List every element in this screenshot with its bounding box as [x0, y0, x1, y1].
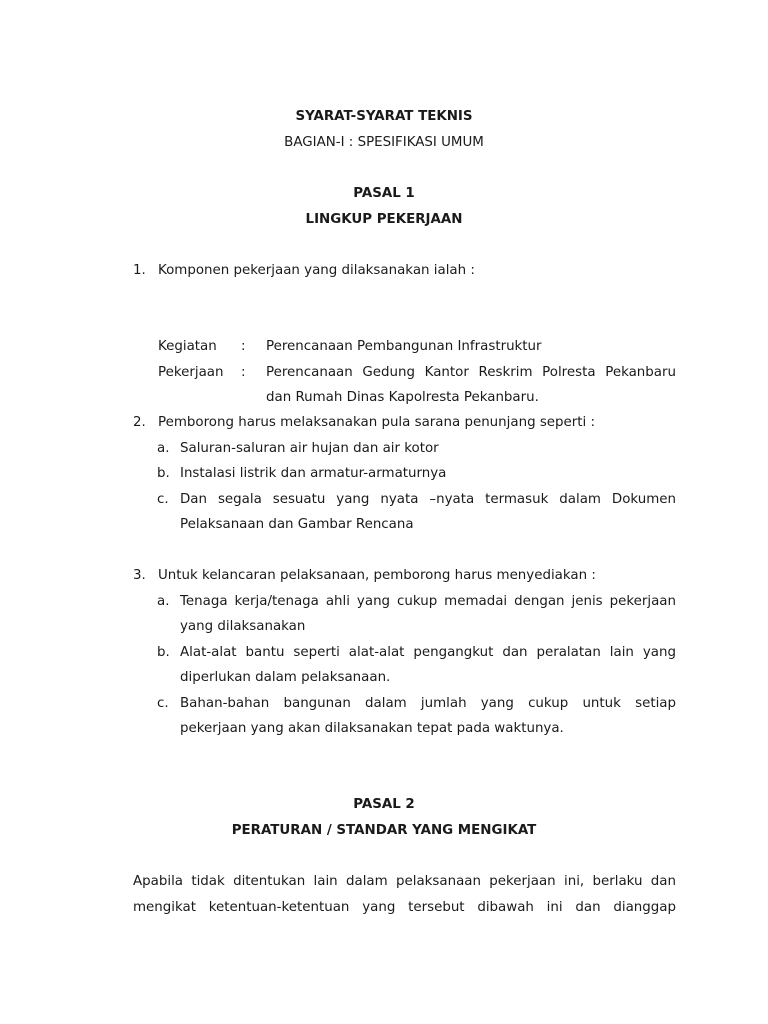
item3-a-line1: Tenaga kerja/tenaga ahli yang cukup memadai dengan jenis pekerjaan: [180, 594, 676, 609]
item3-b-line1: Alat-alat bantu seperti alat-alat pengangkut dan peralatan lain yang: [180, 645, 676, 660]
item3-a-line2: yang dilaksanakan: [180, 619, 306, 634]
pasal2-heading: PASAL 2: [353, 797, 415, 812]
document-subtitle: BAGIAN-I : SPESIFIKASI UMUM: [284, 135, 484, 150]
item2-a-text: Saluran-saluran air hujan dan air kotor: [180, 441, 439, 456]
pekerjaan-colon: :: [241, 365, 246, 380]
item2-c-line1: Dan segala sesuatu yang nyata –nyata termasuk dalam Dokumen: [180, 492, 676, 507]
item2-text: Pemborong harus melaksanakan pula sarana penunjang seperti :: [158, 415, 596, 430]
pasal2-paragraph-line2: mengikat ketentuan-ketentuan yang tersebut dibawah ini dan dianggap: [133, 900, 676, 915]
item3-b-line2: diperlukan dalam pelaksanaan.: [180, 670, 391, 685]
kegiatan-colon: :: [241, 339, 246, 354]
item2-b-label: b.: [157, 466, 170, 481]
pasal2-paragraph-line1: Apabila tidak ditentukan lain dalam pelaksanaan pekerjaan ini, berlaku dan: [133, 874, 676, 889]
pekerjaan-value-line1: Perencanaan Gedung Kantor Reskrim Polresta Pekanbaru: [266, 365, 676, 380]
kegiatan-label: Kegiatan: [158, 339, 217, 354]
item3-text: Untuk kelancaran pelaksanaan, pemborong harus menyediakan :: [158, 568, 596, 583]
kegiatan-value: Perencanaan Pembangunan Infrastruktur: [266, 339, 542, 354]
item2-number: 2.: [133, 415, 146, 430]
item3-c-line1: Bahan-bahan bangunan dalam jumlah yang cukup untuk setiap: [180, 696, 676, 711]
document-title: SYARAT-SYARAT TEKNIS: [295, 109, 473, 124]
item2-c-line2: Pelaksanaan dan Gambar Rencana: [180, 517, 414, 532]
item2-a-label: a.: [157, 441, 170, 456]
pasal1-heading: PASAL 1: [353, 186, 415, 201]
item2-b-text: Instalasi listrik dan armatur-armaturnya: [180, 466, 447, 481]
item2-c-label: c.: [157, 492, 169, 507]
item3-c-label: c.: [157, 696, 169, 711]
pekerjaan-label: Pekerjaan: [158, 365, 224, 380]
pasal2-title: PERATURAN / STANDAR YANG MENGIKAT: [231, 823, 537, 838]
pasal1-title: LINGKUP PEKERJAAN: [305, 212, 463, 227]
item3-number: 3.: [133, 568, 146, 583]
pekerjaan-value-line2: dan Rumah Dinas Kapolresta Pekanbaru.: [266, 390, 539, 405]
item1-text: Komponen pekerjaan yang dilaksanakan ialah :: [158, 263, 475, 278]
item3-a-label: a.: [157, 594, 170, 609]
item3-b-label: b.: [157, 645, 170, 660]
item3-c-line2: pekerjaan yang akan dilaksanakan tepat pada waktunya.: [180, 721, 564, 736]
item1-number: 1.: [133, 263, 146, 278]
